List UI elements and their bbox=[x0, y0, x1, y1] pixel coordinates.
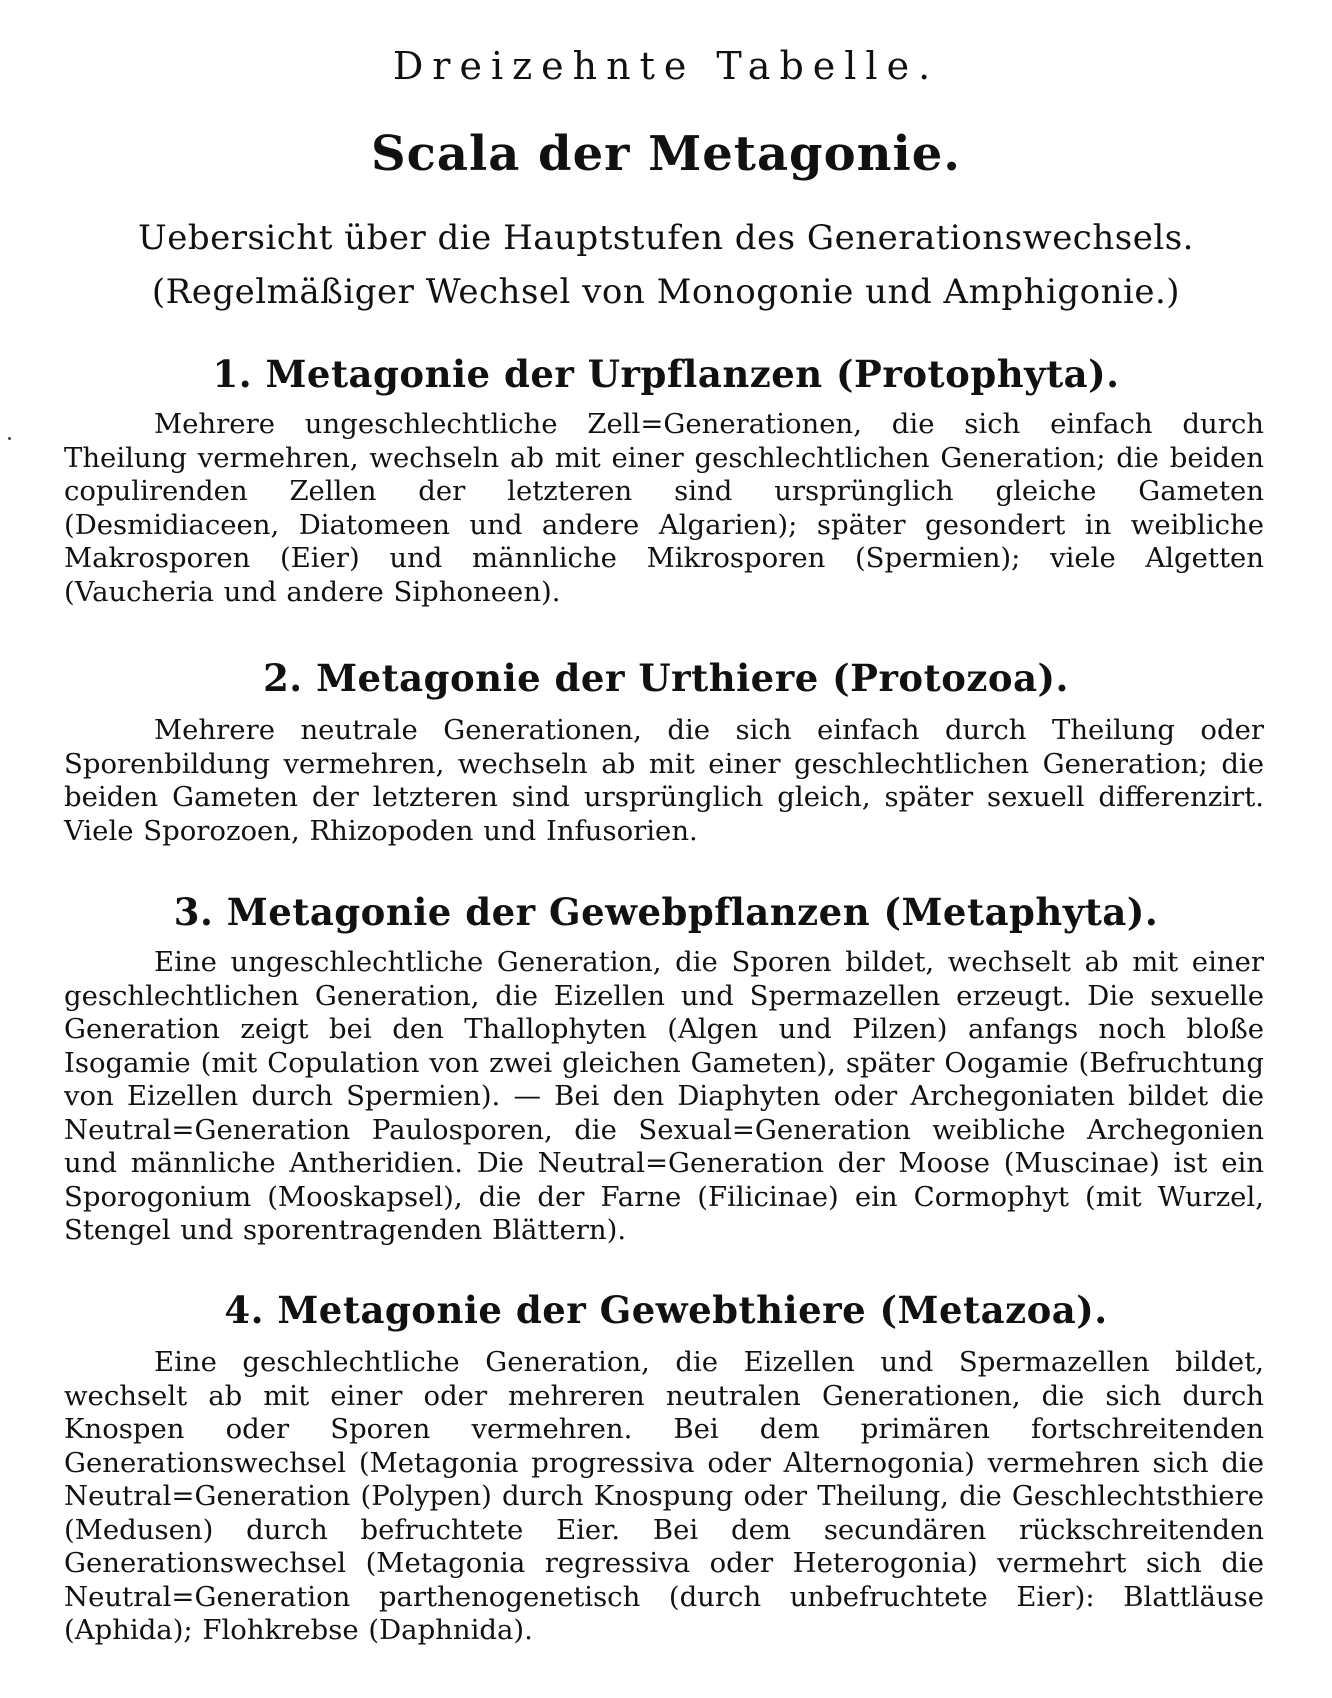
section-body-2: Mehrere neutrale Generationen, die sich einfach durch Theilung oder Sporenbildung vermehren, wechseln ab mit einer geschlechtlichen Generation; die beiden Gameten der letzteren sind ursprünglich gleich, später sexuell differenzirt. Viele Sporozoen, Rhizopoden und Infusorien. bbox=[64, 714, 1264, 847]
page-title: Scala der Metagonie. bbox=[370, 126, 962, 182]
section-heading-2: 2. Metagonie der Urthiere (Protozoa). bbox=[263, 656, 1069, 700]
section-body-4: Eine geschlechtliche Generation, die Eizellen und Spermazellen bildet, wechselt ab mit einer oder mehreren neutralen Generationen, die sich durch Knospen oder Sporen vermehren. Bei dem primären fortschreitenden Generationswechsel (Metagonia progressiva oder Alternogonia) vermehren sich die Neutral=Generation (Polypen) durch Knospung oder Theilung, die Geschlechtsthiere (Medusen) durch befruchtete Eier. Bei dem secundären rückschreitenden Generationswechsel (Metagonia regressiva oder Heterogonia) vermehrt sich die Neutral=Generation parthenogenetisch (durch unbefruchtete Eier): Blattläuse (Aphida); Flohkrebse (Daphnida). bbox=[64, 1346, 1264, 1646]
table-label: Dreizehnte Tabelle. bbox=[392, 44, 940, 88]
section-heading-3: 3. Metagonie der Gewebpflanzen (Metaphyta). bbox=[173, 890, 1159, 934]
section-heading-1: 1. Metagonie der Urpflanzen (Protophyta). bbox=[212, 352, 1120, 396]
subtitle-line-2: (Regelmäßiger Wechsel von Monogonie und Amphigonie.) bbox=[151, 272, 1181, 312]
subtitle-line-1: Uebersicht über die Hauptstufen des Generationswechsels. bbox=[138, 218, 1194, 258]
section-body-1: Mehrere ungeschlechtliche Zell=Generationen, die sich einfach durch Theilung vermehren, wechseln ab mit einer geschlechtlichen Generation; die beiden copulirenden Zellen der letzteren sind ursprünglich gleiche Gameten (Desmidiaceen, Diatomeen und andere Algarien); später gesondert in weibliche Makrosporen (Eier) und männliche Mikrosporen (Spermien); viele Algetten (Vaucheria und andere Siphoneen). bbox=[64, 408, 1264, 608]
section-body-3: Eine ungeschlechtliche Generation, die Sporen bildet, wechselt ab mit einer geschlechtlichen Generation, die Eizellen und Spermazellen erzeugt. Die sexuelle Generation zeigt bei den Thallophyten (Algen und Pilzen) anfangs noch bloße Isogamie (mit Copulation von zwei gleichen Gameten), später Oogamie (Befruchtung von Eizellen durch Spermien). — Bei den Diaphyten oder Archegoniaten bildet die Neutral=Generation Paulosporen, die Sexual=Generation weibliche Archegonien und männliche Antheridien. Die Neutral=Generation der Moose (Muscinae) ist ein Sporogonium (Mooskapsel), die der Farne (Filicinae) ein Cormophyt (mit Wurzel, Stengel und sporentragenden Blättern). bbox=[64, 946, 1264, 1246]
scan-speck bbox=[8, 437, 11, 440]
section-heading-4: 4. Metagonie der Gewebthiere (Metazoa). bbox=[224, 1288, 1108, 1332]
